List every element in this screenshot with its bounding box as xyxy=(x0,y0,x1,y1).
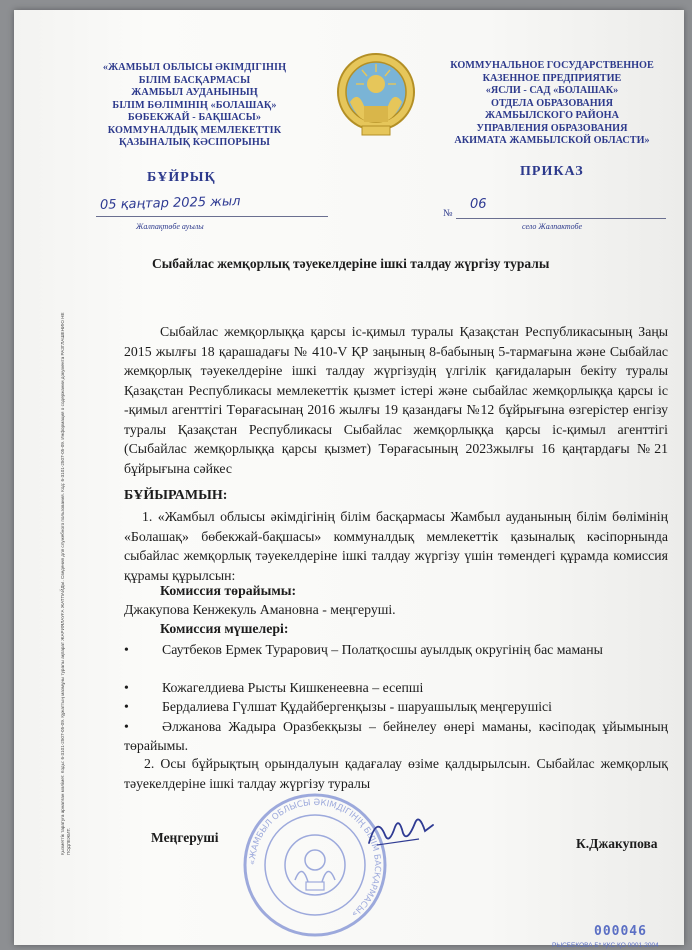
member-item xyxy=(124,678,668,697)
org-line: БІЛІМ БӨЛІМІНІҢ «БОЛАШАҚ» xyxy=(112,99,277,111)
handwritten-date: 05 қаңтар 2025 жыл xyxy=(99,194,241,213)
org-line: «ЖАМБЫЛ ОБЛЫСЫ ӘКІМДІГІНІҢ xyxy=(102,62,287,73)
signer-role: Меңгеруші xyxy=(151,830,219,845)
bullet-icon: • xyxy=(124,680,129,695)
org-line: КОММУНАЛЬНОЕ ГОСУДАРСТВЕННОЕ xyxy=(450,60,654,71)
item-1-paragraph: 1. «Жамбыл облысы әкімдігінің білім басқармасы Жамбыл ауданының білім бөлімінің «Болашақ» бөбекжай-бақшасы» коммуналдық мемлекеттік қазыналық кәсіпорнында сыбайлас жемқорлық тәуекелдеріне ішкі талдау жүргізу үшін төмендегі құрамда комиссия құрамы құрылсын: xyxy=(124,509,668,583)
chair-name: Джакупова Кенжекуль Амановна - меңгеруші. xyxy=(124,602,396,617)
org-line: КОММУНАЛДЫҚ МЕМЛЕКЕТТІК xyxy=(107,124,282,136)
org-line: ЖАМБЫЛСКОГО РАЙОНА xyxy=(485,110,619,121)
form-serial-number: 000046 xyxy=(594,924,647,939)
member-text: Саутбеков Ермек Тураровиҷ – Полатқосшы ауылдық округінің бас маманы xyxy=(162,642,603,657)
org-header-ru xyxy=(432,60,672,148)
org-line: БІЛІМ БАСҚАРМАСЫ xyxy=(138,74,251,86)
bullet-icon: • xyxy=(124,719,129,734)
order-title-ru: ПРИКАЗ xyxy=(520,164,584,179)
org-line: АКИМАТА ЖАМБЫЛСКОЙ ОБЛАСТИ» xyxy=(454,135,650,146)
side-note-text: Қызметтік таратуға арналған мәлімет. Коды: 6-3101-2507-05-09. Құжаттың мазмұны туралы ақпарат ЖАРИЯЛАУҒА ЖАТПАЙДЫ. Сведения для служебного пользования. Код: 6-3101-2507-05-09. Информация о содержании документа РАЗГЛАШЕНИЮ НЕ ПОДЛЕЖИТ. xyxy=(60,312,71,855)
chair-label: Комиссия төрайымы: xyxy=(160,583,297,598)
member-text: Бердалиева Гүлшат Құдайбергенқызы - шаруашылық меңгерушісі xyxy=(162,699,552,714)
date-underline xyxy=(96,216,328,217)
member-item xyxy=(124,640,668,659)
printer-mark: РЫСБЕКОВА Б* ҚКС ҚО 0001-2004 xyxy=(552,942,659,949)
item-2-paragraph: 2. Осы бұйрықтың орындалуын қадағалау өзіме қалдырылсын. Сыбайлас жемқорлық тәуекелдеріне ішкі талдау жүргізу туралы xyxy=(124,756,668,791)
members-label: Комиссия мүшелері: xyxy=(160,621,289,636)
handwritten-number: 06 xyxy=(470,197,487,212)
document-title: Сыбайлас жемқорлық тәуекелдеріне ішкі талдау жүргізу туралы xyxy=(152,256,550,271)
preamble-paragraph: Сыбайлас жемқорлыққа қарсы іс-қимыл туралы Қазақстан Республикасының Заңы 2015 жылғы 18 қарашадағы № 410-V ҚР заңының 8-бабының 5-тармағына және Сыбайлас жемқорлық тәуекелдеріне ішкі талдау жүргізудің үлгілік қағидаларын бекіту туралы Қазақстан Республикасы мемлекеттік қызмет істері және сыбайлас жемқорлыққа қарсы іс -қимыл агенттігі Төрағасынаң 2016 жылғы 19 қазандағы №12 бұйрығына өзгерістер енгізу туралы Қазақстан Республикасы Сыбайлас жемқорлыққа қарсы іс-қимыл агенттігі (Сыбайлас жемқорлыққа қарсы қызмет) Төрағасының 2023жылғы 16 қаңтардағы №21 бұйрығына сәйкес xyxy=(124,324,668,476)
document-page xyxy=(14,10,684,949)
org-line: ҚАЗЫНАЛЫҚ КӘСІПОРЫНЫ xyxy=(119,137,270,148)
state-emblem-icon xyxy=(334,50,418,140)
member-text: Кожагелдиева Рысты Кишкенеевна – есепші xyxy=(162,680,424,695)
bullet-icon: • xyxy=(124,642,129,657)
bullet-icon: • xyxy=(124,699,129,714)
member-item xyxy=(124,717,668,755)
member-item xyxy=(124,697,668,716)
org-line: «ЯСЛИ - САД «БОЛАШАК» xyxy=(485,85,619,96)
place-ru: село Жалпактобе xyxy=(522,222,583,231)
org-line: УПРАВЛЕНИЯ ОБРАЗОВАНИЯ xyxy=(476,122,628,134)
number-underline xyxy=(456,218,666,219)
number-sign: № xyxy=(443,208,453,219)
signature-icon xyxy=(359,805,439,855)
order-word: БҰЙЫРАМЫН: xyxy=(124,488,228,503)
org-line: БӨБЕКЖАЙ - БАҚШАСЫ» xyxy=(127,112,262,123)
org-line: ЖАМБЫЛ АУДАНЫНЫҢ xyxy=(131,87,258,98)
order-title-kz: БҰЙРЫҚ xyxy=(147,170,216,185)
org-line: ОТДЕЛА ОБРАЗОВАНИЯ xyxy=(491,97,613,109)
side-note xyxy=(54,295,80,855)
org-line: КАЗЕННОЕ ПРЕДПРИЯТИЕ xyxy=(482,72,622,84)
org-header-kz xyxy=(92,62,297,150)
member-text: Әлжанова Жадыра Оразбекқызы – бейнелеу өнері маманы, кәсіподақ ұйымының төрайымы. xyxy=(124,719,668,753)
seal-text: «ЖАМБЫЛ ОБЛЫСЫ ӘКІМДІГІНІҢ БІЛІМ БАСҚАРМАСЫ» xyxy=(247,797,383,919)
place-kz: Жалпақтөбе ауылы xyxy=(136,222,204,231)
signer-name: К.Джакупова xyxy=(576,836,658,851)
